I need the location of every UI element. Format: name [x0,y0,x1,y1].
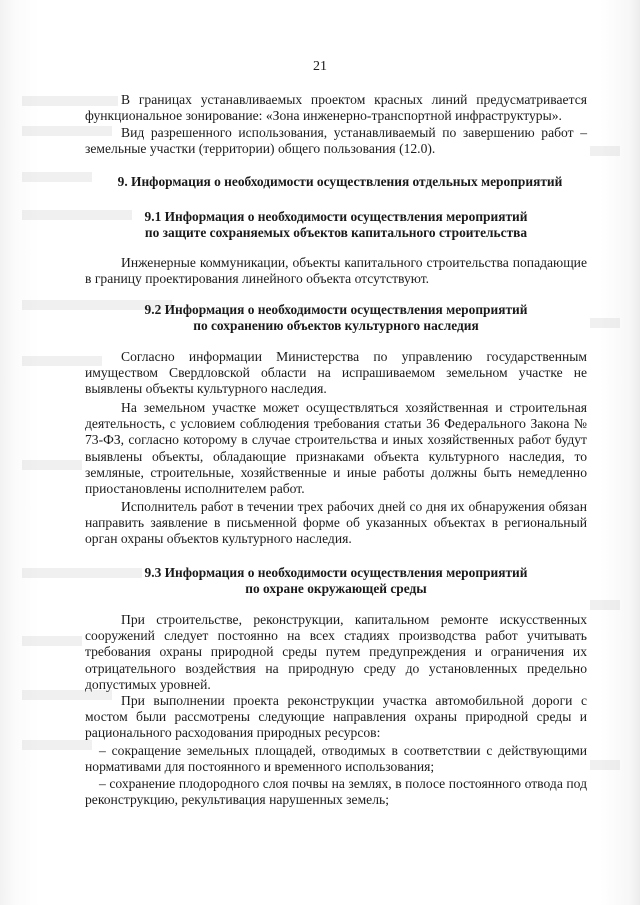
section-9-1-heading-line2: по защите сохраняемых объектов капитального строительства [144,225,528,240]
section-9-2-paragraph-3: Исполнитель работ в течении трех рабочих дней со дня их обнаружения обязан направить заявление в письменной форме об указанных объектах в региональный орган охраны объектов культурного наследия. [85,499,587,547]
section-9-3-bullet-1: – сокращение земельных площадей, отводимых в соответствии с действующими нормативами для постоянного и временного использования; [85,743,587,775]
section-9-3-paragraph-2: При выполнении проекта реконструкции участка автомобильной дороги с мостом были рассмотрены следующие направления охраны природной среды и рационального расходования природных ресурсов: [85,693,587,741]
section-9-3-paragraph-1: При строительстве, реконструкции, капитальном ремонте искусственных сооружений следует постоянно на всех стадиях производства работ учитывать требования охраны природной среды путем предупреждения и ограничения их отрицательного воздействия на природную среду до установленных предельно допустимых уровней. [85,612,587,692]
paragraph-zoning-1: В границах устанавливаемых проектом красных линий предусматривается функциональное зонирование: «Зона инженерно-транспортной инфраструктуры». [85,92,587,124]
section-9-2-heading-line2: по сохранению объектов культурного наследия [193,318,479,333]
section-9-2-heading-line1: 9.2 Информация о необходимости осуществления мероприятий [144,302,528,317]
section-9-3-heading-line1: 9.3 Информация о необходимости осуществления мероприятий [144,565,528,580]
section-9-heading: 9. Информация о необходимости осуществления отдельных мероприятий [117,174,563,189]
section-9-1-paragraph: Инженерные коммуникации, объекты капитального строительства попадающие в границу проектирования линейного объекта отсутствуют. [85,255,587,287]
page-number: 21 [313,59,327,74]
section-9-2-paragraph-1: Согласно информации Министерства по управлению государственным имуществом Свердловской области на испрашиваемом земельном участке не выявлены объекты культурного наследия. [85,349,587,397]
section-9-2-paragraph-2: На земельном участке может осуществляться хозяйственная и строительная деятельность, с условием соблюдения требования статьи 36 Федерального Закона № 73-ФЗ, согласно которому в случае строительства и иных хозяйственных работ будут выявлены объекты, обладающие признаками объекта культурного наследия, то земляные, строительные, хозяйственные и иные работы должны быть немедленно приостановлены исполнителем работ. [85,400,587,497]
section-9-3-bullet-2: – сохранение плодородного слоя почвы на землях, в полосе постоянного отвода под реконструкцию, рекультивация нарушенных земель; [85,776,587,808]
paragraph-zoning-2: Вид разрешенного использования, устанавливаемый по завершению работ – земельные участки (территории) общего пользования (12.0). [85,125,587,157]
section-9-1-heading-line1: 9.1 Информация о необходимости осуществления мероприятий [144,209,528,224]
section-9-3-heading-line2: по охране окружающей среды [245,581,427,596]
